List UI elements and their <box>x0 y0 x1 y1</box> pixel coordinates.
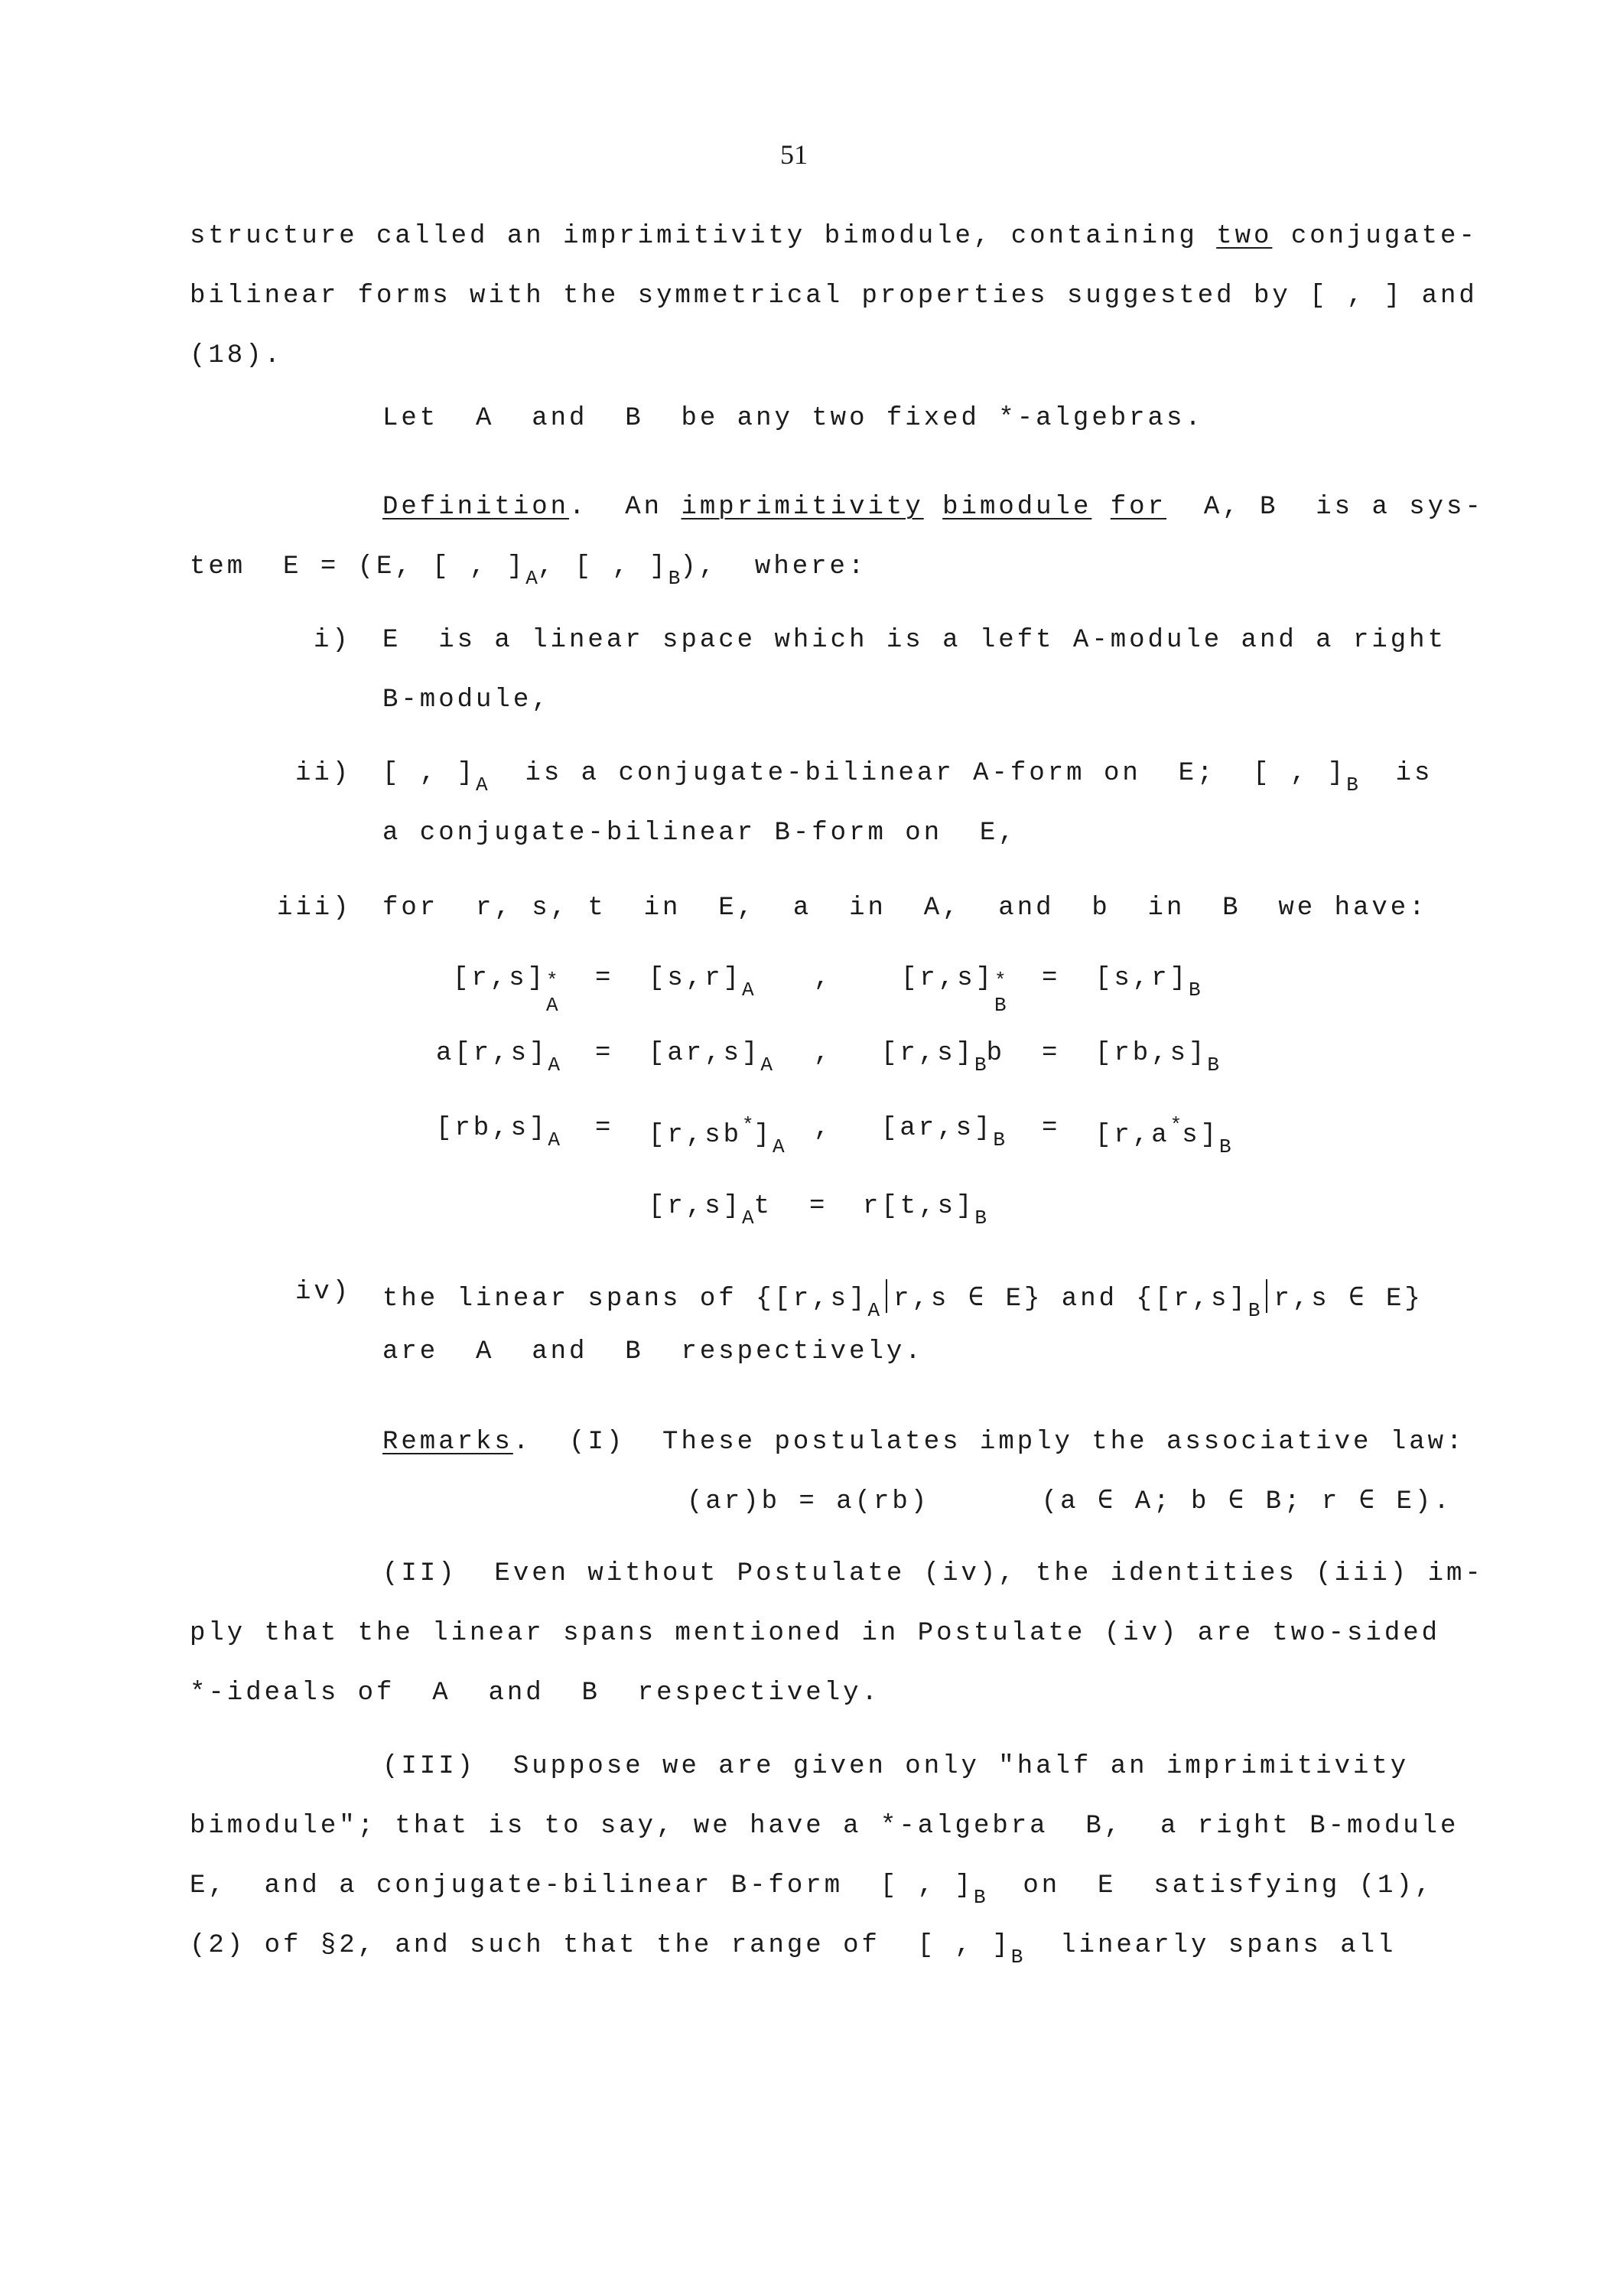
equals-sign: = <box>1042 964 1061 993</box>
text-span: [ar,s] <box>649 1039 761 1068</box>
item-label-i: i) <box>314 626 351 655</box>
text-span: . An <box>569 493 663 522</box>
superscript: * <box>742 1114 754 1137</box>
text-span: tem E = (E, [ , ] <box>190 552 526 581</box>
superscript: * <box>994 969 1007 992</box>
text-span: on E satisfying (1), <box>985 1871 1434 1900</box>
text-span: (2) of §2, and such that the range of [ , ] <box>190 1931 1011 1960</box>
text-line: a conjugate-bilinear B-form on E, <box>382 819 1017 848</box>
equation-term <box>881 1115 1005 1150</box>
equation-term <box>881 1041 1005 1075</box>
subscript: B <box>1346 773 1358 796</box>
text-span: [r,s] <box>453 964 547 993</box>
equation-term <box>453 964 566 1017</box>
text-span: s] <box>1182 1121 1220 1150</box>
equals-sign: = <box>809 1192 828 1221</box>
equation-term <box>649 1041 773 1075</box>
equation-term <box>649 1115 785 1157</box>
equation-term <box>901 964 1014 1017</box>
equation-term <box>436 1041 560 1075</box>
subscript: B <box>974 1054 987 1076</box>
subscript: B <box>994 994 1007 1017</box>
text-span: r,s ∈ E} <box>1274 1285 1423 1314</box>
text-line <box>190 1933 1396 1967</box>
text-line <box>190 554 867 588</box>
comma: , <box>814 1114 833 1143</box>
text-span: [ar,s] <box>881 1114 994 1143</box>
text-line: ply that the linear spans mentioned in Postulate (iv) are two-sided <box>190 1619 1441 1648</box>
text-line: Let A and B be any two fixed *-algebras. <box>382 404 1204 433</box>
equals-sign: = <box>595 1114 614 1143</box>
text-span: ), where: <box>680 552 867 581</box>
text-span: conjugate- <box>1290 222 1478 251</box>
text-span: [ , ] <box>382 759 477 788</box>
equals-sign: = <box>595 1039 614 1068</box>
subscript: A <box>546 994 558 1017</box>
comma: , <box>814 964 833 993</box>
page-number: 51 <box>780 139 808 170</box>
text-line: (18). <box>190 341 284 370</box>
text-line: bilinear forms with the symmetrical properties suggested by [ , ] and <box>190 282 1478 311</box>
text-span: [r,s] <box>901 964 995 993</box>
equation-term <box>1095 1115 1231 1157</box>
superscript: * <box>1169 1114 1182 1137</box>
text-span: t <box>753 1192 773 1221</box>
text-span: structure called an imprimitivity bimodule, containing <box>190 222 1198 251</box>
subscript: B <box>668 567 681 590</box>
text-span: the linear spans of {[r,s] <box>382 1285 868 1314</box>
subscript: A <box>476 773 488 796</box>
text-span: [r,sb <box>649 1121 743 1150</box>
equals-sign: = <box>1042 1114 1061 1143</box>
equation-term <box>1095 1041 1219 1075</box>
remarks-label: Remarks <box>382 1428 513 1457</box>
comma: , <box>814 1039 833 1068</box>
subscript: A <box>742 1207 754 1229</box>
text-span: a[r,s] <box>436 1039 548 1068</box>
text-line: bimodule"; that is to say, we have a *-algebra B, a right B-module <box>190 1812 1459 1841</box>
subscript: A <box>742 979 754 1001</box>
underlined-word: imprimitivity <box>681 493 924 522</box>
text-span: [r,s] <box>649 1192 743 1221</box>
subscript: A <box>525 567 538 590</box>
text-span: r,s ∈ E} and {[r,s] <box>893 1285 1248 1314</box>
subscript: B <box>974 1207 987 1229</box>
text-line: *-ideals of A and B respectively. <box>190 1679 880 1708</box>
definition-label: Definition <box>382 493 570 522</box>
text-line <box>382 760 1433 795</box>
subscript: A <box>760 1054 773 1076</box>
text-line <box>190 1873 1433 1907</box>
definition-line <box>382 494 1484 520</box>
item-label-iv: iv) <box>295 1278 352 1307</box>
equation-term <box>649 966 754 1000</box>
text-span: [rb,s] <box>436 1114 548 1143</box>
superscript: * <box>546 969 558 992</box>
subscript: B <box>1219 1135 1231 1158</box>
equation-term <box>1095 966 1201 1000</box>
text-span: [s,r] <box>1095 964 1189 993</box>
equation-term <box>436 1115 560 1150</box>
text-line: (II) Even without Postulate (iv), the identities (iii) im- <box>382 1559 1484 1588</box>
remarks-line <box>382 1429 1465 1455</box>
subscript: B <box>1189 979 1201 1001</box>
text-span: linearly spans all <box>1023 1931 1397 1960</box>
text-line <box>190 223 1478 249</box>
text-span: [r,s] <box>881 1039 975 1068</box>
subscript: A <box>867 1299 880 1322</box>
subscript: B <box>973 1886 986 1909</box>
text-span: . (I) These postulates imply the associative law: <box>512 1428 1465 1457</box>
text-line: B-module, <box>382 686 551 715</box>
underlined-word: for <box>1110 493 1166 522</box>
text-span: r[t,s] <box>863 1192 975 1221</box>
item-label-iii: iii) <box>277 894 352 923</box>
text-span: ] <box>753 1121 773 1150</box>
text-line: are A and B respectively. <box>382 1337 924 1366</box>
divider-bar <box>886 1279 887 1313</box>
equals-sign: = <box>1042 1039 1061 1068</box>
text-line: E is a linear space which is a left A-module and a right <box>382 626 1446 655</box>
text-span: b <box>986 1039 1006 1068</box>
subscript: B <box>1010 1946 1023 1969</box>
subscript: B <box>1248 1299 1261 1322</box>
text-span: , [ , ] <box>537 552 668 581</box>
subscript: B <box>1207 1054 1220 1076</box>
subscript: B <box>993 1128 1006 1151</box>
text-span: E, and a conjugate-bilinear B-form [ , ] <box>190 1871 974 1900</box>
underlined-word: two <box>1216 222 1273 251</box>
text-span: [rb,s] <box>1095 1039 1208 1068</box>
text-line <box>382 1279 1423 1321</box>
text-line: for r, s, t in E, a in A, and b in B we have: <box>382 894 1428 923</box>
text-span: A, B is a sys- <box>1203 493 1484 522</box>
text-line: (III) Suppose we are given only "half an imprimitivity <box>382 1752 1410 1781</box>
text-span: is a conjugate-bilinear A-form on E; [ , ] <box>487 759 1347 788</box>
equation-term <box>649 1194 773 1228</box>
subscript: A <box>548 1054 561 1076</box>
equation-term <box>863 1194 987 1228</box>
subscript: A <box>773 1135 785 1158</box>
item-label-ii: ii) <box>295 759 352 788</box>
underlined-word: bimodule <box>942 493 1092 522</box>
text-span: [s,r] <box>649 964 743 993</box>
text-span: is <box>1358 759 1433 788</box>
divider-bar <box>1266 1279 1267 1313</box>
subscript: A <box>548 1128 561 1151</box>
equals-sign: = <box>595 964 614 993</box>
equation-line: (ar)b = a(rb) (a ∈ A; b ∈ B; r ∈ E). <box>687 1487 1452 1516</box>
text-span: [r,a <box>1095 1121 1170 1150</box>
